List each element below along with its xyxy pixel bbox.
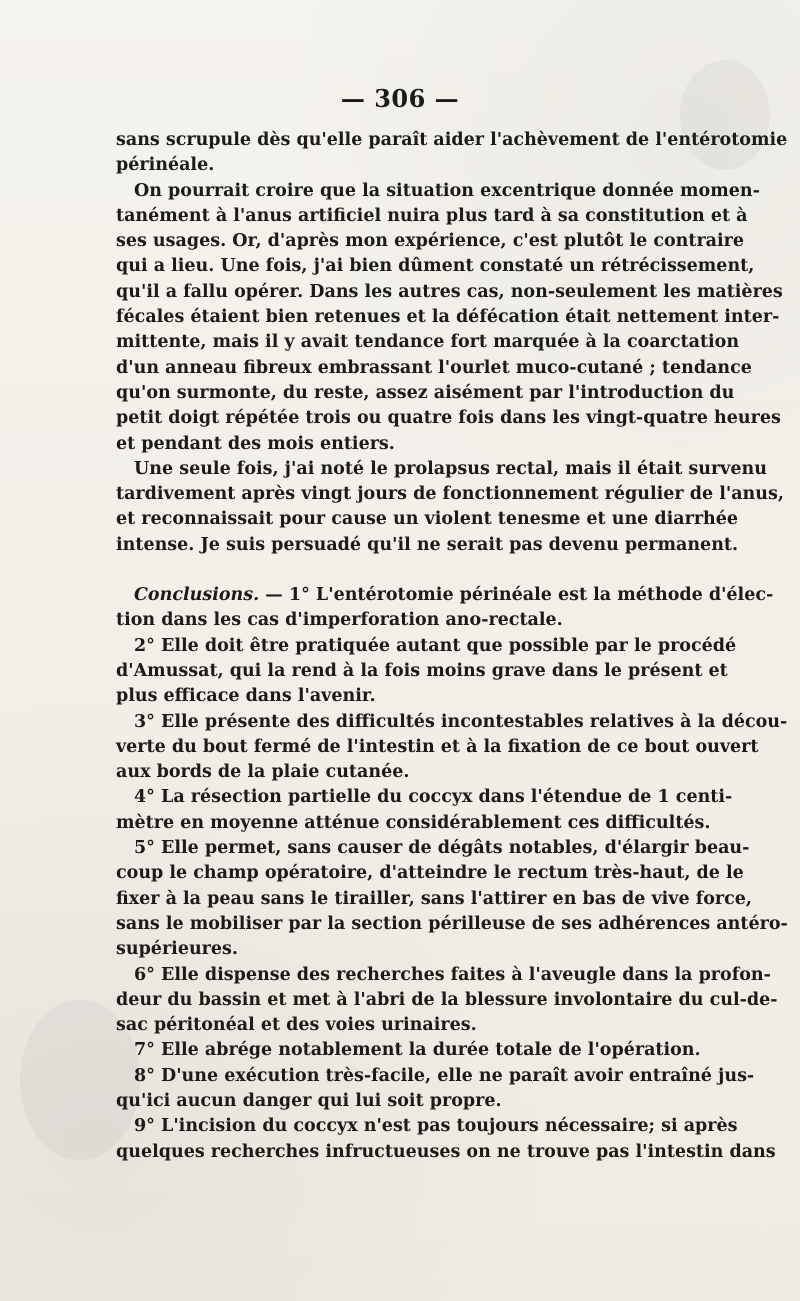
conclusion-item-4 [116,785,733,836]
conclusion-item-8 [116,1064,755,1115]
section-spacer [116,558,726,583]
text-line: périnéale. [116,155,215,176]
paragraph-1 [116,128,788,179]
conclusion-item-3 [116,710,788,786]
text-line: d'Amussat, qui la rend à la fois moins grave dans le présent et [116,660,728,681]
text-line: 5° Elle permet, sans causer de dégâts notables, d'élargir beau- [134,838,750,859]
text-line: 2° Elle doit être pratiquée autant que possible par le procédé [134,635,737,656]
text-line: d'un anneau fibreux embrassant l'ourlet muco-cutané ; tendance [116,357,752,378]
text-line: et reconnaissait pour cause un violent tenesme et une diarrhée [116,509,739,530]
text-line: tion dans les cas d'imperforation ano-rectale. [116,610,563,631]
text-line: mètre en moyenne atténue considérablement ces difficultés. [116,812,711,833]
conclusion-item-7 [116,1038,726,1063]
text-line: 4° La résection partielle du coccyx dans l'étendue de 1 centi- [134,787,733,808]
text-line: sans le mobiliser par la section périlleuse de ses adhérences antéro- [116,913,788,934]
conclusion-item-2 [116,634,737,710]
text-line [116,583,774,608]
conclusion-item-6 [116,963,778,1039]
text-line: qu'ici aucun danger qui lui soit propre. [116,1090,502,1111]
page-number: — 306 — [340,84,460,113]
text-line: ses usages. Or, d'après mon expérience, c'est plutôt le contraire [116,231,745,252]
text-line: Une seule fois, j'ai noté le prolapsus rectal, mais il était survenu [134,458,767,479]
text-line: sac péritonéal et des voies urinaires. [116,1015,477,1036]
text-line: 8° D'une exécution très-facile, elle ne paraît avoir entraîné jus- [134,1065,755,1086]
conclusion-item-1-start: 1° L'entérotomie périnéale est la méthode d'élec- [288,585,774,606]
paragraph-2 [116,179,783,457]
conclusions-heading: Conclusions. [134,585,260,606]
text-line: sans scrupule dès qu'elle paraît aider l'achèvement de l'entérotomie [116,130,788,150]
text-line: deur du bassin et met à l'abri de la blessure involontaire du cul-de- [116,989,778,1010]
text-line: 3° Elle présente des difficultés incontestables relatives à la décou- [134,711,788,732]
text-line: 9° L'incision du coccyx n'est pas toujours nécessaire; si après [134,1116,738,1137]
conclusions-section [116,583,788,1165]
text-line: verte du bout fermé de l'intestin et à la fixation de ce bout ouvert [116,736,759,757]
paragraph-3 [116,457,784,558]
text-line: supérieures. [116,939,238,960]
text-line: aux bords de la plaie cutanée. [116,762,410,783]
text-line: fixer à la peau sans le tirailler, sans l'attirer en bas de vive force, [116,888,753,909]
text-line: fécales étaient bien retenues et la défécation était nettement inter- [116,307,780,328]
text-line: 7° Elle abrége notablement la durée totale de l'opération. [134,1040,701,1061]
conclusion-item-9 [116,1114,776,1165]
text-line: et pendant des mois entiers. [116,433,395,454]
text-line: qu'il a fallu opérer. Dans les autres cas, non-seulement les matières [116,281,783,302]
text-line: plus efficace dans l'avenir. [116,686,376,707]
text-line: quelques recherches infructueuses on ne trouve pas l'intestin dans [116,1141,776,1162]
heading-dash: — [259,585,289,606]
text-line: On pourrait croire que la situation excentrique donnée momen- [134,180,760,201]
text-line: qui a lieu. Une fois, j'ai bien dûment constaté un rétrécissement, [116,256,755,277]
text-line: qu'on surmonte, du reste, assez aisément par l'introduction du [116,382,735,403]
conclusion-item-5 [116,836,788,962]
body-text [116,128,788,1165]
text-line: coup le champ opératoire, d'atteindre le rectum très-haut, de le [116,863,744,884]
text-line: intense. Je suis persuadé qu'il ne serait pas devenu permanent. [116,534,739,555]
text-line: 6° Elle dispense des recherches faites à l'aveugle dans la profon- [134,964,771,985]
text-line: mittente, mais il y avait tendance fort marquée à la coarctation [116,332,740,353]
text-line: tardivement après vingt jours de fonctionnement régulier de l'anus, [116,484,784,505]
text-line: tanément à l'anus artificiel nuira plus tard à sa constitution et à [116,205,748,226]
text-line: petit doigt répétée trois ou quatre fois dans les vingt-quatre heures [116,408,781,429]
